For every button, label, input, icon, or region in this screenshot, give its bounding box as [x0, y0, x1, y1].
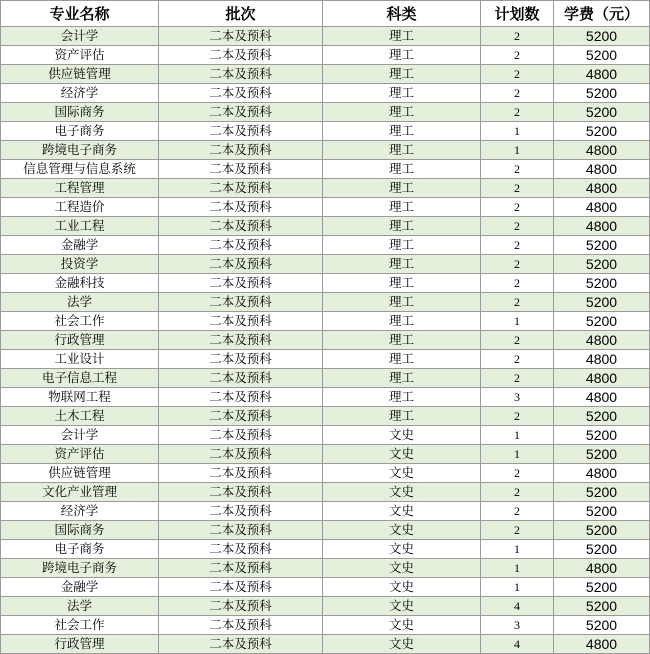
batch-cell[interactable]: 二本及预科 — [159, 65, 323, 84]
table-row — [1, 445, 650, 464]
plan-count-cell[interactable]: 2 — [481, 27, 554, 46]
plan-count-cell[interactable]: 2 — [481, 236, 554, 255]
category-cell[interactable]: 理工 — [323, 160, 481, 179]
major-cell[interactable]: 资产评估 — [1, 445, 159, 464]
table-row — [1, 84, 650, 103]
major-cell[interactable]: 土木工程 — [1, 407, 159, 426]
tuition-cell[interactable]: 5200 — [554, 502, 650, 521]
tuition-cell[interactable]: 4800 — [554, 217, 650, 236]
category-cell[interactable]: 文史 — [323, 616, 481, 635]
plan-count-cell[interactable]: 2 — [481, 46, 554, 65]
major-cell[interactable]: 经济学 — [1, 502, 159, 521]
header-major[interactable]: 专业名称 — [1, 1, 159, 27]
header-category[interactable]: 科类 — [323, 1, 481, 27]
table-row — [1, 426, 650, 445]
major-cell[interactable]: 跨境电子商务 — [1, 559, 159, 578]
batch-cell[interactable]: 二本及预科 — [159, 236, 323, 255]
header-batch[interactable]: 批次 — [159, 1, 323, 27]
category-cell[interactable]: 理工 — [323, 103, 481, 122]
plan-count-cell[interactable]: 2 — [481, 255, 554, 274]
major-cell[interactable]: 投资学 — [1, 255, 159, 274]
category-cell[interactable]: 文史 — [323, 464, 481, 483]
plan-count-cell[interactable]: 4 — [481, 635, 554, 654]
category-cell[interactable]: 理工 — [323, 141, 481, 160]
tuition-cell[interactable]: 4800 — [554, 141, 650, 160]
plan-count-cell[interactable]: 2 — [481, 84, 554, 103]
category-cell[interactable]: 文史 — [323, 540, 481, 559]
table-row — [1, 103, 650, 122]
category-cell[interactable]: 文史 — [323, 426, 481, 445]
plan-count-cell[interactable]: 3 — [481, 616, 554, 635]
batch-cell[interactable]: 二本及预科 — [159, 312, 323, 331]
batch-cell[interactable]: 二本及预科 — [159, 350, 323, 369]
table-row — [1, 578, 650, 597]
plan-count-cell[interactable]: 2 — [481, 217, 554, 236]
major-cell[interactable]: 法学 — [1, 293, 159, 312]
table-row — [1, 635, 650, 654]
table-row — [1, 293, 650, 312]
major-cell[interactable]: 会计学 — [1, 27, 159, 46]
batch-cell[interactable]: 二本及预科 — [159, 521, 323, 540]
major-cell[interactable]: 经济学 — [1, 84, 159, 103]
tuition-cell[interactable]: 5200 — [554, 122, 650, 141]
batch-cell[interactable]: 二本及预科 — [159, 597, 323, 616]
batch-cell[interactable]: 二本及预科 — [159, 84, 323, 103]
major-cell[interactable]: 社会工作 — [1, 312, 159, 331]
batch-cell[interactable]: 二本及预科 — [159, 293, 323, 312]
major-cell[interactable]: 金融科技 — [1, 274, 159, 293]
table-row — [1, 464, 650, 483]
table-row — [1, 217, 650, 236]
category-cell[interactable]: 理工 — [323, 65, 481, 84]
major-cell[interactable]: 金融学 — [1, 236, 159, 255]
tuition-cell[interactable]: 5200 — [554, 84, 650, 103]
batch-cell[interactable]: 二本及预科 — [159, 198, 323, 217]
table-body — [1, 27, 650, 654]
tuition-cell[interactable]: 5200 — [554, 445, 650, 464]
major-cell[interactable]: 资产评估 — [1, 46, 159, 65]
table-row — [1, 369, 650, 388]
table-row — [1, 312, 650, 331]
tuition-cell[interactable]: 5200 — [554, 540, 650, 559]
table-row — [1, 597, 650, 616]
header-plan-count[interactable]: 计划数 — [481, 1, 554, 27]
plan-count-cell[interactable]: 1 — [481, 141, 554, 160]
tuition-cell[interactable]: 5200 — [554, 407, 650, 426]
table-row — [1, 160, 650, 179]
batch-cell[interactable]: 二本及预科 — [159, 426, 323, 445]
category-cell[interactable]: 文史 — [323, 502, 481, 521]
table-row — [1, 483, 650, 502]
category-cell[interactable]: 理工 — [323, 293, 481, 312]
major-cell[interactable]: 社会工作 — [1, 616, 159, 635]
table-header — [1, 1, 650, 27]
category-cell[interactable]: 文史 — [323, 483, 481, 502]
table-row — [1, 65, 650, 84]
tuition-cell[interactable]: 4800 — [554, 160, 650, 179]
category-cell[interactable]: 理工 — [323, 217, 481, 236]
tuition-cell[interactable]: 4800 — [554, 388, 650, 407]
batch-cell[interactable]: 二本及预科 — [159, 331, 323, 350]
tuition-cell[interactable]: 5200 — [554, 46, 650, 65]
tuition-cell[interactable]: 5200 — [554, 293, 650, 312]
batch-cell[interactable]: 二本及预科 — [159, 407, 323, 426]
category-cell[interactable]: 理工 — [323, 407, 481, 426]
category-cell[interactable]: 理工 — [323, 312, 481, 331]
plan-count-cell[interactable]: 2 — [481, 65, 554, 84]
table-row — [1, 198, 650, 217]
category-cell[interactable]: 理工 — [323, 236, 481, 255]
tuition-cell[interactable]: 5200 — [554, 312, 650, 331]
plan-count-cell[interactable]: 2 — [481, 521, 554, 540]
category-cell[interactable]: 文史 — [323, 578, 481, 597]
tuition-cell[interactable]: 5200 — [554, 426, 650, 445]
table-row — [1, 236, 650, 255]
table-row — [1, 559, 650, 578]
major-cell[interactable]: 国际商务 — [1, 521, 159, 540]
plan-count-cell[interactable]: 2 — [481, 103, 554, 122]
plan-count-cell[interactable]: 2 — [481, 198, 554, 217]
table-row — [1, 255, 650, 274]
batch-cell[interactable]: 二本及预科 — [159, 388, 323, 407]
table-row — [1, 179, 650, 198]
category-cell[interactable]: 理工 — [323, 369, 481, 388]
plan-count-cell[interactable]: 1 — [481, 559, 554, 578]
category-cell[interactable]: 文史 — [323, 559, 481, 578]
major-cell[interactable]: 供应链管理 — [1, 464, 159, 483]
batch-cell[interactable]: 二本及预科 — [159, 122, 323, 141]
category-cell[interactable]: 理工 — [323, 46, 481, 65]
category-cell[interactable]: 理工 — [323, 122, 481, 141]
tuition-cell[interactable]: 5200 — [554, 103, 650, 122]
tuition-cell[interactable]: 5200 — [554, 483, 650, 502]
major-cell[interactable]: 供应链管理 — [1, 65, 159, 84]
tuition-cell[interactable]: 4800 — [554, 179, 650, 198]
table-row — [1, 46, 650, 65]
category-cell[interactable]: 文史 — [323, 597, 481, 616]
tuition-cell[interactable]: 5200 — [554, 597, 650, 616]
major-cell[interactable]: 文化产业管理 — [1, 483, 159, 502]
plan-count-cell[interactable]: 1 — [481, 426, 554, 445]
tuition-cell[interactable]: 4800 — [554, 350, 650, 369]
table-row — [1, 502, 650, 521]
table-row — [1, 122, 650, 141]
plan-count-cell[interactable]: 2 — [481, 179, 554, 198]
tuition-cell[interactable]: 5200 — [554, 521, 650, 540]
batch-cell[interactable]: 二本及预科 — [159, 502, 323, 521]
table-row — [1, 141, 650, 160]
batch-cell[interactable]: 二本及预科 — [159, 559, 323, 578]
header-tuition[interactable]: 学费（元） — [554, 1, 650, 27]
plan-count-cell[interactable]: 1 — [481, 578, 554, 597]
major-cell[interactable]: 行政管理 — [1, 331, 159, 350]
category-cell[interactable]: 文史 — [323, 635, 481, 654]
plan-count-cell[interactable]: 1 — [481, 540, 554, 559]
table-row — [1, 27, 650, 46]
plan-count-cell[interactable]: 3 — [481, 388, 554, 407]
plan-count-cell[interactable]: 2 — [481, 483, 554, 502]
category-cell[interactable]: 文史 — [323, 521, 481, 540]
major-cell[interactable]: 工业工程 — [1, 217, 159, 236]
batch-cell[interactable]: 二本及预科 — [159, 483, 323, 502]
category-cell[interactable]: 理工 — [323, 179, 481, 198]
major-cell[interactable]: 行政管理 — [1, 635, 159, 654]
major-cell[interactable]: 电子信息工程 — [1, 369, 159, 388]
major-cell[interactable]: 信息管理与信息系统 — [1, 160, 159, 179]
batch-cell[interactable]: 二本及预科 — [159, 635, 323, 654]
tuition-cell[interactable]: 5200 — [554, 236, 650, 255]
plan-count-cell[interactable]: 2 — [481, 464, 554, 483]
header-row — [1, 1, 650, 27]
category-cell[interactable]: 文史 — [323, 445, 481, 464]
plan-count-cell[interactable]: 2 — [481, 350, 554, 369]
batch-cell[interactable]: 二本及预科 — [159, 464, 323, 483]
tuition-cell[interactable]: 5200 — [554, 578, 650, 597]
plan-count-cell[interactable]: 2 — [481, 274, 554, 293]
tuition-cell[interactable]: 5200 — [554, 616, 650, 635]
batch-cell[interactable]: 二本及预科 — [159, 578, 323, 597]
tuition-cell[interactable]: 5200 — [554, 274, 650, 293]
category-cell[interactable]: 理工 — [323, 274, 481, 293]
major-cell[interactable]: 工程管理 — [1, 179, 159, 198]
plan-count-cell[interactable]: 1 — [481, 312, 554, 331]
tuition-cell[interactable]: 4800 — [554, 635, 650, 654]
major-cell[interactable]: 电子商务 — [1, 122, 159, 141]
table-row — [1, 331, 650, 350]
plan-count-cell[interactable]: 2 — [481, 502, 554, 521]
major-cell[interactable]: 法学 — [1, 597, 159, 616]
batch-cell[interactable]: 二本及预科 — [159, 46, 323, 65]
table-row — [1, 616, 650, 635]
table-row — [1, 274, 650, 293]
plan-count-cell[interactable]: 1 — [481, 445, 554, 464]
batch-cell[interactable]: 二本及预科 — [159, 27, 323, 46]
plan-count-cell[interactable]: 2 — [481, 407, 554, 426]
batch-cell[interactable]: 二本及预科 — [159, 179, 323, 198]
tuition-cell[interactable]: 4800 — [554, 331, 650, 350]
plan-count-cell[interactable]: 2 — [481, 293, 554, 312]
major-cell[interactable]: 物联网工程 — [1, 388, 159, 407]
batch-cell[interactable]: 二本及预科 — [159, 160, 323, 179]
plan-count-cell[interactable]: 4 — [481, 597, 554, 616]
category-cell[interactable]: 理工 — [323, 198, 481, 217]
plan-count-cell[interactable]: 2 — [481, 369, 554, 388]
table-row — [1, 407, 650, 426]
batch-cell[interactable]: 二本及预科 — [159, 369, 323, 388]
tuition-cell[interactable]: 4800 — [554, 198, 650, 217]
tuition-cell[interactable]: 4800 — [554, 65, 650, 84]
table-row — [1, 521, 650, 540]
category-cell[interactable]: 理工 — [323, 27, 481, 46]
major-cell[interactable]: 工程造价 — [1, 198, 159, 217]
batch-cell[interactable]: 二本及预科 — [159, 274, 323, 293]
major-cell[interactable]: 国际商务 — [1, 103, 159, 122]
plan-count-cell[interactable]: 2 — [481, 331, 554, 350]
category-cell[interactable]: 理工 — [323, 388, 481, 407]
major-cell[interactable]: 金融学 — [1, 578, 159, 597]
major-cell[interactable]: 跨境电子商务 — [1, 141, 159, 160]
tuition-cell[interactable]: 5200 — [554, 27, 650, 46]
tuition-cell[interactable]: 4800 — [554, 369, 650, 388]
batch-cell[interactable]: 二本及预科 — [159, 616, 323, 635]
batch-cell[interactable]: 二本及预科 — [159, 103, 323, 122]
table-row — [1, 350, 650, 369]
plan-count-cell[interactable]: 2 — [481, 160, 554, 179]
tuition-cell[interactable]: 5200 — [554, 255, 650, 274]
table-row — [1, 388, 650, 407]
category-cell[interactable]: 理工 — [323, 84, 481, 103]
tuition-cell[interactable]: 4800 — [554, 559, 650, 578]
batch-cell[interactable]: 二本及预科 — [159, 141, 323, 160]
plan-count-cell[interactable]: 1 — [481, 122, 554, 141]
batch-cell[interactable]: 二本及预科 — [159, 540, 323, 559]
batch-cell[interactable]: 二本及预科 — [159, 445, 323, 464]
category-cell[interactable]: 理工 — [323, 350, 481, 369]
major-cell[interactable]: 会计学 — [1, 426, 159, 445]
major-cell[interactable]: 电子商务 — [1, 540, 159, 559]
tuition-cell[interactable]: 4800 — [554, 464, 650, 483]
category-cell[interactable]: 理工 — [323, 331, 481, 350]
batch-cell[interactable]: 二本及预科 — [159, 217, 323, 236]
major-cell[interactable]: 工业设计 — [1, 350, 159, 369]
batch-cell[interactable]: 二本及预科 — [159, 255, 323, 274]
table-row — [1, 540, 650, 559]
category-cell[interactable]: 理工 — [323, 255, 481, 274]
